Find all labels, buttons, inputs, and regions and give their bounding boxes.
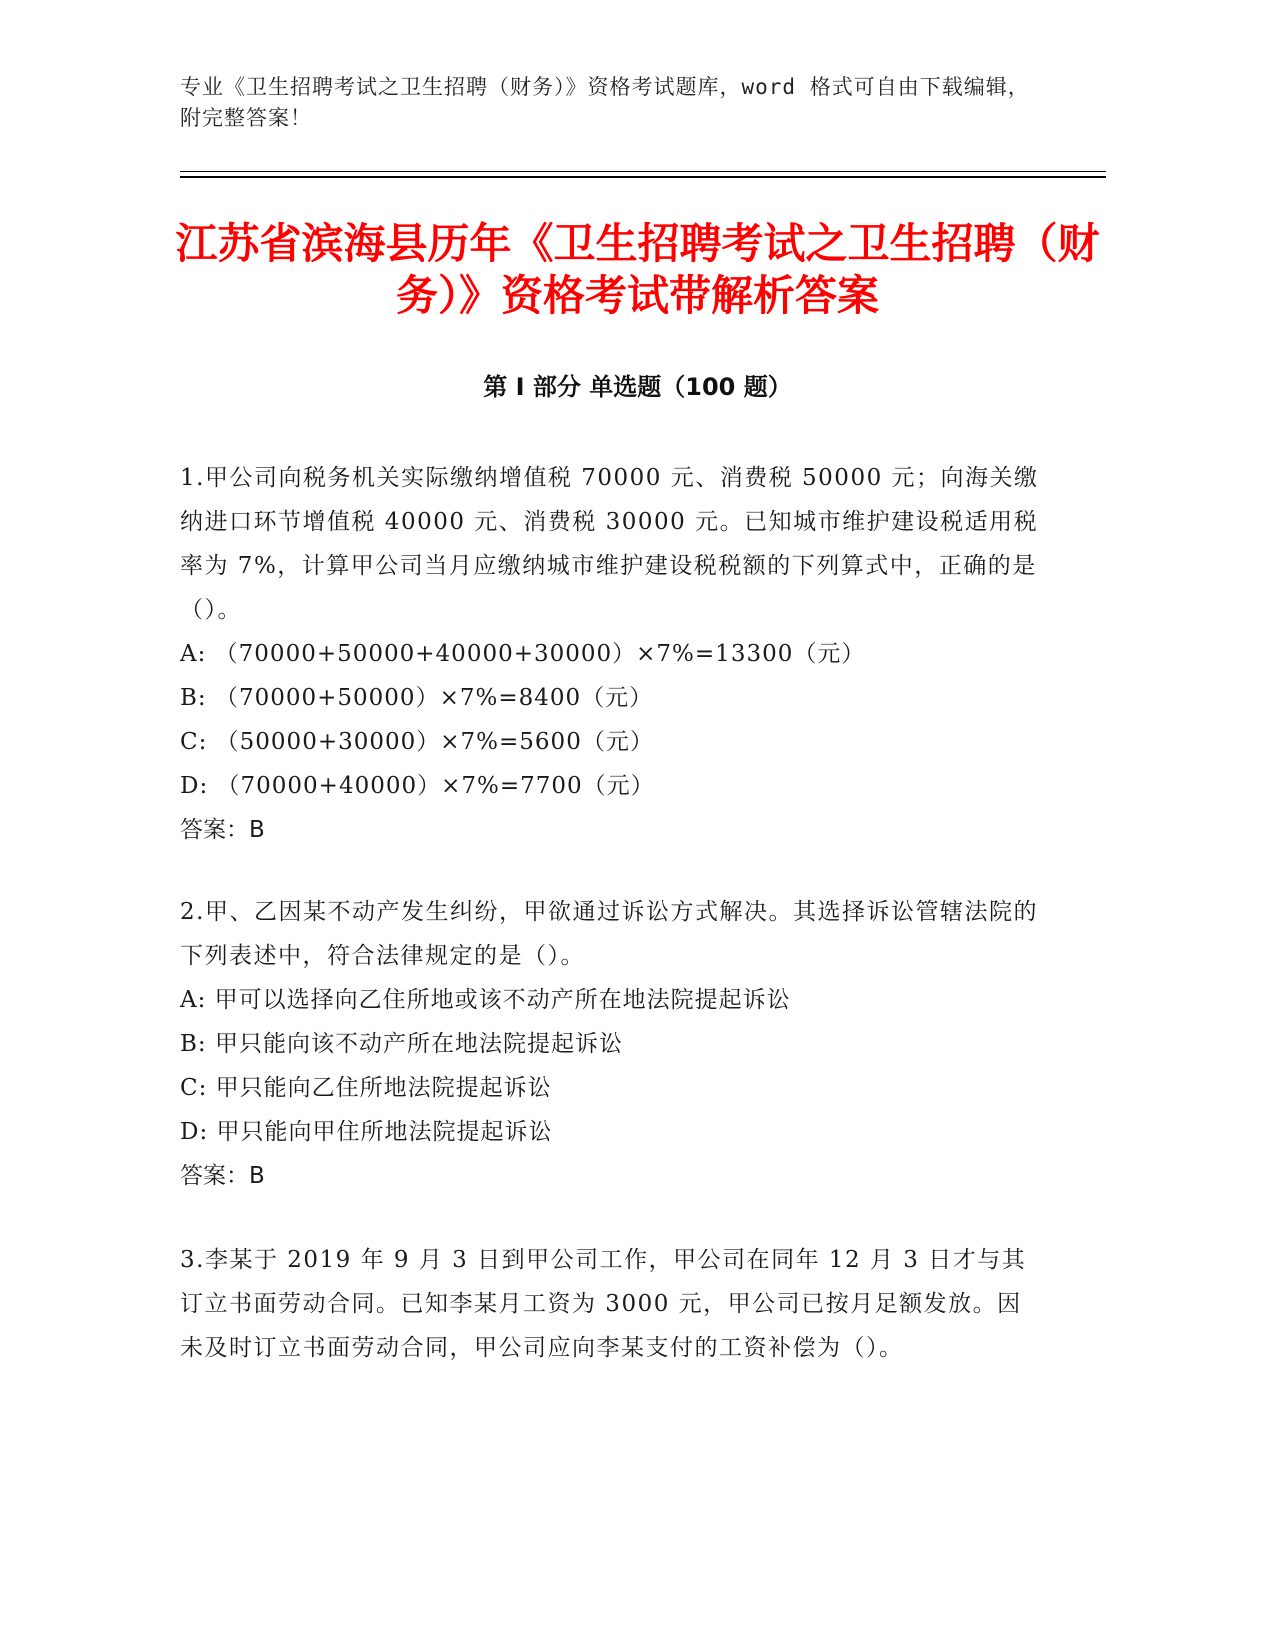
header-divider-thick [180,176,1106,178]
header-note: 专业《卫生招聘考试之卫生招聘（财务）》资格考试题库，word 格式可自由下载编辑，附完整答案！ [180,75,1030,130]
answer: 答案：B [180,1163,265,1189]
header-divider-thin [180,171,1106,172]
option-b: B: 甲只能向该不动产所在地法院提起诉讼 [180,1031,623,1057]
section-heading: 第 I 部分 单选题（100 题） [483,373,792,401]
question-3 [180,1238,1040,1370]
question-1 [180,456,1040,852]
document-title: 江苏省滨海县历年《卫生招聘考试之卫生招聘（财务）》资格考试带解析答案 [175,219,1100,320]
option-c: C: （50000+30000）×7%=5600（元） [180,729,654,755]
option-a: A: 甲可以选择向乙住所地或该不动产所在地法院提起诉讼 [180,987,791,1013]
option-b: B: （70000+50000）×7%=8400（元） [180,685,654,711]
option-c: C: 甲只能向乙住所地法院提起诉讼 [180,1075,552,1101]
answer: 答案：B [180,817,265,843]
question-stem: 1.甲公司向税务机关实际缴纳增值税 70000 元、消费税 50000 元；向海关缴纳进口环节增值税 40000 元、消费税 30000 元。已知城市维护建设税适用税率为 7%，计算甲公司当月应缴纳城市维护建设税税额的下列算式中，正确的是（）。 [180,465,1039,623]
question-stem: 2.甲、乙因某不动产发生纠纷，甲欲通过诉讼方式解决。其选择诉讼管辖法院的下列表述中，符合法律规定的是（）。 [180,899,1038,969]
option-a: A: （70000+50000+40000+30000）×7%=13300（元） [180,641,866,667]
question-stem: 3.李某于 2019 年 9 月 3 日到甲公司工作，甲公司在同年 12 月 3 日才与其订立书面劳动合同。已知李某月工资为 3000 元，甲公司已按月足额发放。因未及时订立书面劳动合同，甲公司应向李某支付的工资补偿为（）。 [180,1247,1027,1361]
question-2 [180,890,1040,1198]
option-d: D: （70000+40000）×7%=7700（元） [180,773,655,799]
option-d: D: 甲只能向甲住所地法院提起诉讼 [180,1119,553,1145]
